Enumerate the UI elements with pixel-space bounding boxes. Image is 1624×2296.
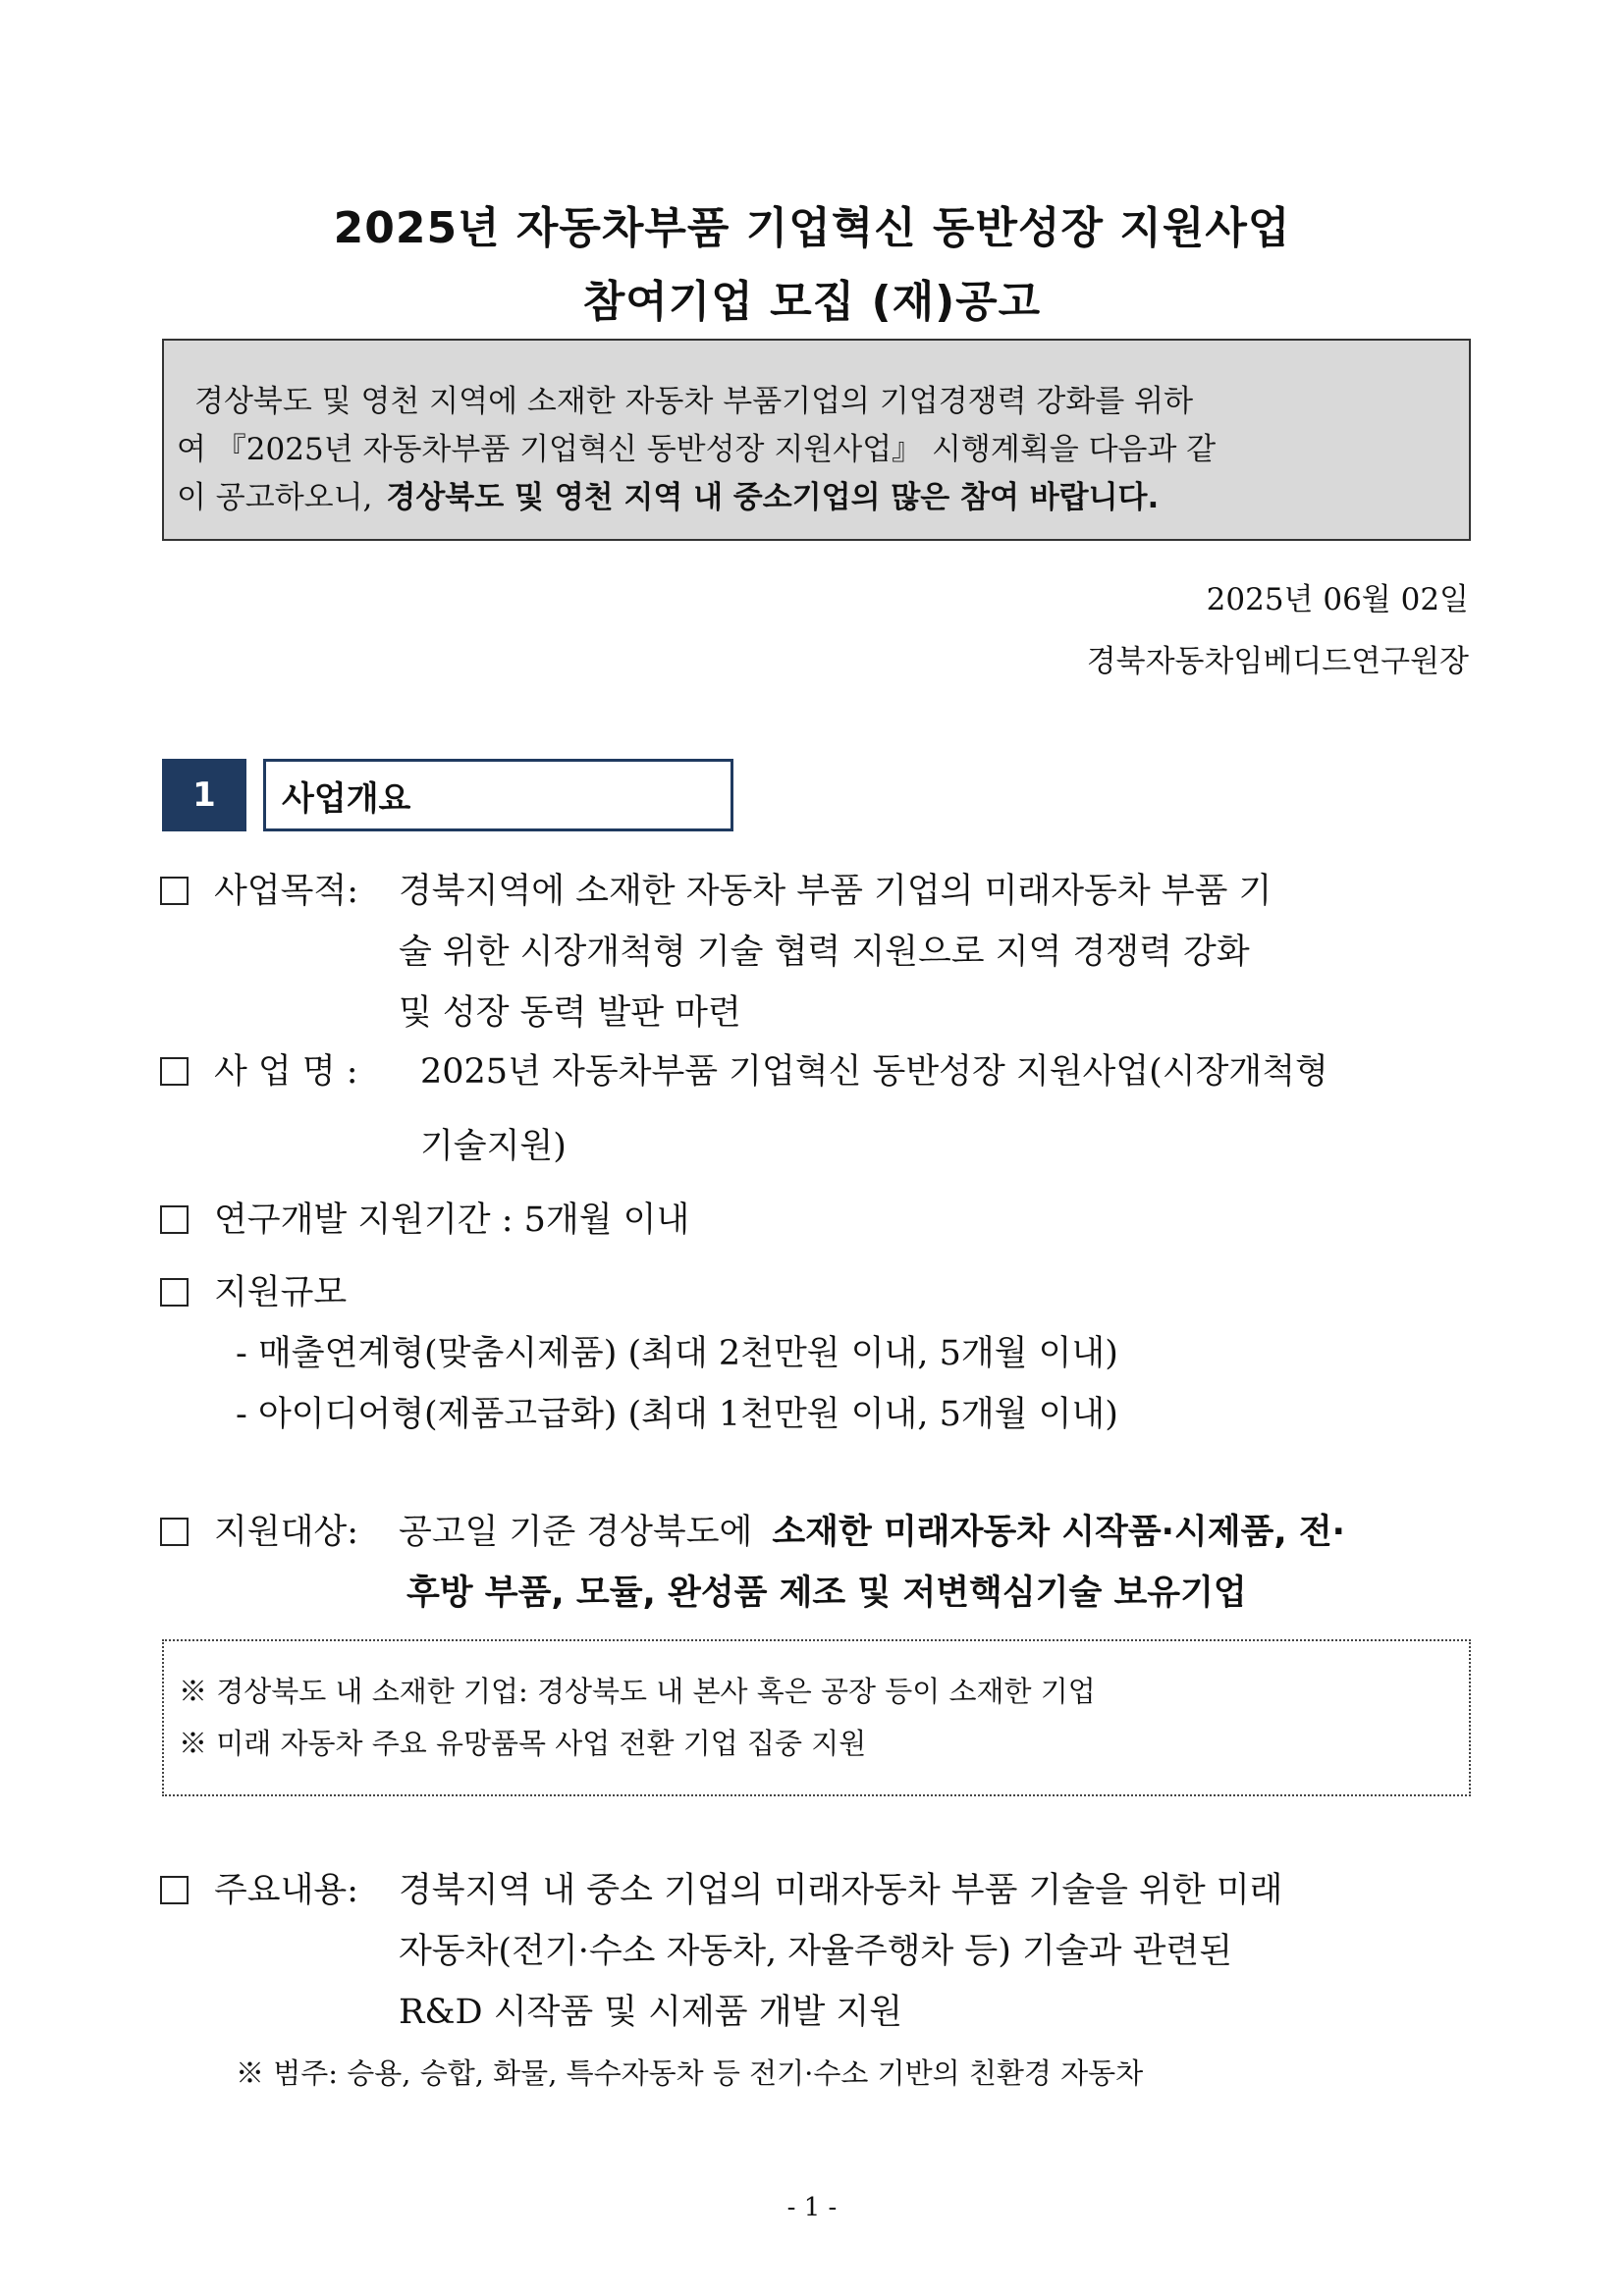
target-text-bold-1: 소재한 미래자동차 시작품·시제품, 전· [772, 1513, 1345, 1552]
name-text-1: 2025년 자동차부품 기업혁신 동반성장 지원사업(시장개척형 [420, 1052, 1328, 1092]
document-title-line1: 2025년 자동차부품 기업혁신 동반성장 지원사업 [333, 203, 1291, 253]
scale-label: 지원규모 [214, 1273, 348, 1312]
purpose-text-1: 경북지역에 소재한 자동차 부품 기업의 미래자동차 부품 기 [399, 872, 1272, 911]
content-text-2: 자동차(전기·수소 자동차, 자율주행차 등) 기술과 관련된 [399, 1932, 1233, 1971]
checkbox-icon [160, 1876, 189, 1904]
purpose-line-2 [399, 925, 1477, 974]
intro-line-2 [177, 424, 1458, 468]
checkbox-icon [160, 1057, 189, 1086]
target-note-box [162, 1639, 1471, 1796]
target-line-2 [406, 1566, 1247, 1615]
section-title: 사업개요 [263, 759, 733, 831]
purpose-line-1 [399, 864, 1477, 913]
target-text-plain: 공고일 기준 경상북도에 [399, 1513, 753, 1552]
checkbox-icon [160, 877, 189, 905]
content-line-2 [399, 1924, 1477, 1973]
target-text-bold-2: 후방 부품, 모듈, 완성품 제조 및 저변핵심기술 보유기업 [406, 1574, 1247, 1613]
content-text-1: 경북지역 내 중소 기업의 미래자동차 부품 기술을 위한 미래 [399, 1871, 1283, 1910]
name-line-1 [420, 1044, 1477, 1094]
intro-line-3 [177, 472, 1458, 516]
checkbox-icon [160, 1518, 189, 1546]
announcement-date: 2025년 06월 02일 [1206, 582, 1469, 617]
intro-text-2: 여 『2025년 자동차부품 기업혁신 동반성장 지원사업』 시행계획을 다음과 같 [177, 432, 1217, 467]
section-number: 1 [162, 759, 246, 831]
intro-text-3: 이 공고하오니, [177, 480, 373, 515]
issuer-name: 경북자동차임베디드연구원장 [1086, 644, 1469, 679]
content-line-3: R&D 시작품 및 시제품 개발 지원 [399, 1993, 903, 2032]
document-title-line2: 참여기업 모집 (재)공고 [582, 277, 1042, 327]
checkbox-icon [160, 1205, 189, 1234]
name-label: 사 업 명 : [214, 1052, 358, 1092]
target-note-1: ※ 경상북도 내 소재한 기업: 경상북도 내 본사 혹은 공장 등이 소재한 기업 [179, 1675, 1096, 1708]
content-label: 주요내용: [214, 1871, 359, 1910]
intro-emphasis: 경상북도 및 영천 지역 내 중소기업의 많은 참여 바랍니다. [386, 480, 1160, 515]
target-note-2: ※ 미래 자동차 주요 유망품목 사업 전환 기업 집중 지원 [179, 1727, 867, 1760]
checkbox-icon [160, 1278, 189, 1307]
name-line-2: 기술지원) [420, 1127, 567, 1166]
content-line-1 [399, 1863, 1477, 1912]
page-number: - 1 - [786, 2193, 838, 2222]
target-line-1 [399, 1505, 1477, 1554]
target-label: 지원대상: [214, 1513, 359, 1552]
scale-sub-2: - 아이디어형(제품고급화) (최대 1천만원 이내, 5개월 이내) [236, 1395, 1118, 1434]
purpose-line-3: 및 성장 동력 발판 마련 [399, 993, 741, 1033]
period-text: 연구개발 지원기간 : 5개월 이내 [214, 1201, 690, 1240]
content-note: ※ 범주: 승용, 승합, 화물, 특수자동차 등 전기·수소 기반의 친환경 자동차 [236, 2056, 1144, 2090]
scale-sub-1: - 매출연계형(맞춤시제품) (최대 2천만원 이내, 5개월 이내) [236, 1334, 1118, 1373]
intro-line-1 [177, 376, 1458, 420]
purpose-text-2: 술 위한 시장개척형 기술 협력 지원으로 지역 경쟁력 강화 [399, 933, 1250, 972]
purpose-label: 사업목적: [214, 872, 359, 911]
intro-text-1: 경상북도 및 영천 지역에 소재한 자동차 부품기업의 기업경쟁력 강화를 위하 [194, 384, 1194, 419]
